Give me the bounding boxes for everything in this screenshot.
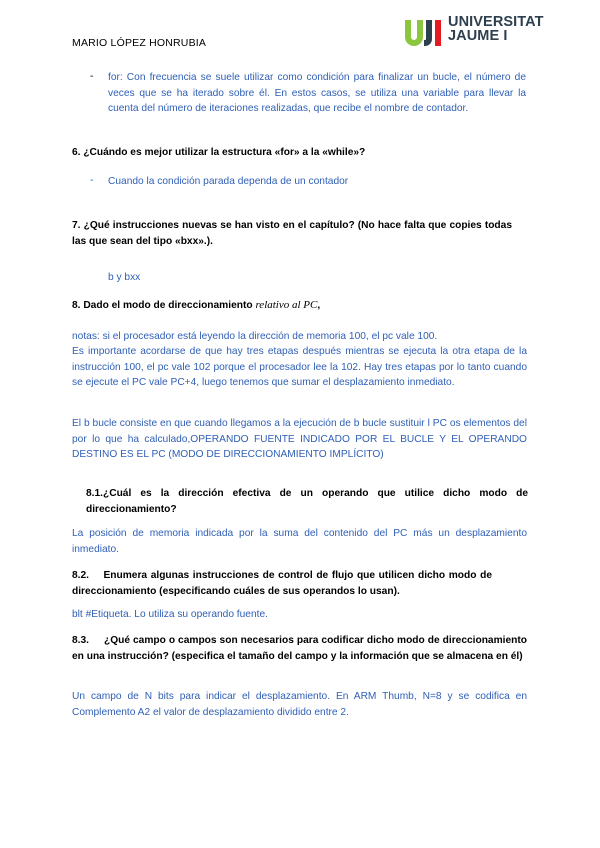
question-8-prefix: 8. Dado el modo de direccionamiento (72, 300, 253, 311)
question-8-3: 8.3. ¿Qué campo o campos son necesarios para codificar dicho modo de direccionamiento en una instrucción? (especifica el tamaño del campo y la información que se almacena en él) (72, 635, 530, 662)
question-8 (72, 298, 532, 314)
question-8-2: 8.2. Enumera algunas instrucciones de control de flujo que utilicen dicho modo de direccionamiento (especificando cuáles de sus operandos lo usan). (72, 570, 495, 597)
q8-note-2: Es importante acordarse de que hay tres etapas después mientras se ejecuta la otra etapa de la instrucción 100, el pc vale 102 porque el procesador lee la 102. Hay tres etapas por lo tanto cuando se ejecute el PC vale PC+4, luego tenemos que sumar el desplazamiento inmediato. (72, 346, 527, 388)
answer-6-marker: - (90, 175, 94, 186)
question-8-1: 8.1.¿Cuál es la dirección efectiva de un operando que utilice dicho modo de direccionamiento? (86, 488, 528, 515)
q8-note-3: El b bucle consiste en que cuando llegamos a la ejecución de b bucle sustituir l PC os elementos del por lo que ha calculado,OPERANDO FUENTE INDICADO POR EL BUCLE Y EL OPERANDO DESTINO ES EL PC (MODO DE DIRECCIONAMIENTO IMPLÍCITO) (72, 418, 527, 460)
q8-notes: notas: si el procesador está leyendo la dirección de memoria 100, el pc vale 100. (72, 331, 438, 342)
question-8-suffix: , (317, 300, 321, 311)
bullet-for-text: for: Con frecuencia se suele utilizar como condición para finalizar un bucle, el número de veces que se ha iterado sobre él. En estos casos, se utiliza una variable para llevar la cuenta del número de iteraciones realizadas, que recibe el nombre de contador. (108, 72, 526, 114)
university-logo (404, 14, 556, 49)
answer-8-2: blt #Etiqueta. Lo utiliza su operando fuente. (72, 609, 268, 620)
bullet-marker: - (90, 71, 94, 82)
question-6: 6. ¿Cuándo es mejor utilizar la estructura «for» a la «while»? (72, 147, 366, 158)
answer-7: b y bxx (108, 272, 141, 283)
answer-6: Cuando la condición parada dependa de un contador (108, 176, 349, 187)
logo-text-universitat: UNIVERSITAT (448, 14, 544, 30)
answer-8-3: Un campo de N bits para indicar el desplazamiento. En ARM Thumb, N=8 y se codifica en Complemento A2 el valor de desplazamiento dividido entre 2. (72, 691, 527, 718)
logo-text-jaume: JAUME I (448, 28, 508, 44)
answer-8-1: La posición de memoria indicada por la suma del contenido del PC más un desplazamiento inmediato. (72, 528, 527, 555)
author-name: MARIO LÓPEZ HONRUBIA (72, 37, 207, 49)
question-8-italic: relativo al PC (255, 299, 318, 311)
question-7: 7. ¿Qué instrucciones nuevas se han visto en el capítulo? (No hace falta que copies todas las que sean del tipo «bxx».). (72, 220, 512, 247)
